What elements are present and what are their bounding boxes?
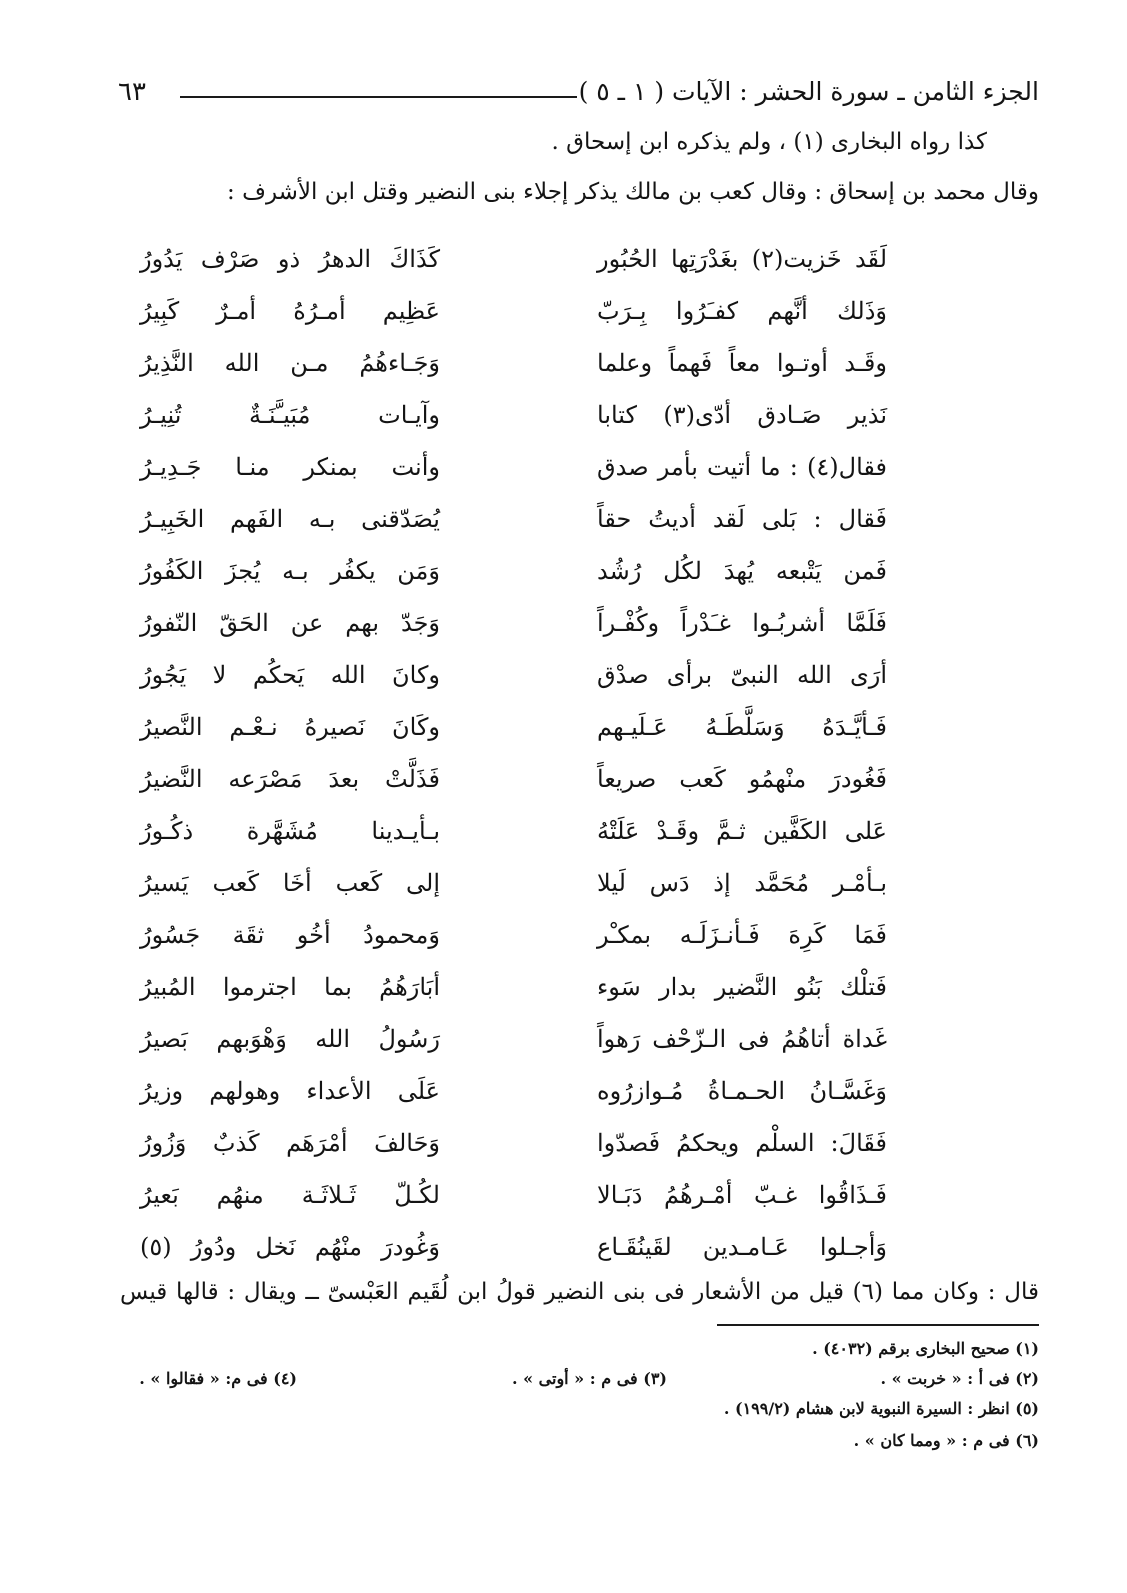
verse-second-hemistich: وَحَالفَ أمْرَهَم كَذبٌ وَزُورُ <box>140 1129 440 1157</box>
verse-second-hemistich: وآيـات مُبَيـَّنَـةٌ تُنِيـرُ <box>140 401 440 429</box>
footnote: (١) صحيح البخارى برقم (٤٠٣٢) . <box>812 1339 1039 1358</box>
footnote-rule <box>717 1324 1039 1326</box>
verse-first-hemistich: لَقَد خَزيت(٢) بغَدْرَتِها الحُبُور <box>597 245 888 273</box>
verse-second-hemistich: وكَانَ نَصيرهُ نـعْـم النَّصيرُ <box>140 713 440 741</box>
poem-verse <box>140 858 887 908</box>
verse-second-hemistich: لكُـلّ ثَـلاثَـة منهُم بَعيرُ <box>140 1181 440 1209</box>
poem-verse <box>140 1118 887 1168</box>
verse-first-hemistich: فَتلْك بَنُو النَّضير بدار سَوء <box>597 973 887 1001</box>
verse-second-hemistich: وَجَـاءهُمُ مـن الله النَّذِيرُ <box>140 349 440 377</box>
header-rule <box>180 96 577 98</box>
poem-verse <box>140 546 887 596</box>
verse-first-hemistich: نَذير صَـادق أدّى(٣) كتابا <box>597 401 887 429</box>
verse-second-hemistich: رَسُولُ الله وَهْوَبهم بَصيرُ <box>140 1025 440 1053</box>
verse-first-hemistich: أرَى الله النبىّ برأى صدْق <box>597 661 887 689</box>
poem-verse <box>140 910 887 960</box>
verse-first-hemistich: فَقال : بَلى لَقد أديتُ حقاً <box>597 505 887 533</box>
footnote: (٤) فى م: « فقالوا » . <box>139 1369 297 1388</box>
footnote: (٥) انظر : السيرة النبوية لابن هشام (١٩٩/٢) . <box>723 1399 1039 1418</box>
verse-second-hemistich: وَمحمودُ أخُو ثقَة جَسُورُ <box>140 921 440 949</box>
poem-verse <box>140 338 887 388</box>
verse-second-hemistich: وَغُودرَ منْهُم نَخل ودُورُ (٥) <box>140 1233 440 1261</box>
verse-first-hemistich: فَمن يَتْبعه يُهدَ لكُل رُشُد <box>597 557 887 585</box>
verse-first-hemistich: فَـذَاقُوا غـبّ أمْـرهُمُ دَبَـالا <box>597 1181 887 1209</box>
verse-first-hemistich: وقَـد أوتـوا معاً فَهماً وعلما <box>597 349 887 377</box>
closing-paragraph: قال : وكان مما (٦) قيل من الأشعار فى بنى النضير قولُ ابن لُقَيم العَبْسىّ ــ ويقال : قالها قيس <box>120 1279 1039 1305</box>
verse-second-hemistich: كَذَاكَ الدهرُ ذو صَرْف يَدُورُ <box>140 245 440 273</box>
verse-first-hemistich: فَـأيَّـدَهُ وَسَلَّطَـهُ عَـلَيـهم <box>597 713 887 741</box>
verse-second-hemistich: بـأيـدينا مُشَهَّرة ذكُـورُ <box>140 817 440 845</box>
verse-second-hemistich: وَجَدّ بهم عن الحَقّ النّفورُ <box>140 609 440 637</box>
poem-verse <box>140 1170 887 1220</box>
verse-first-hemistich: وَغَسَّـانُ الحـمـاةُ مُـوازرُوه <box>597 1077 887 1105</box>
poem-verse <box>140 1222 887 1272</box>
header-title: الجزء الثامن ـ سورة الحشر : الآيات ( ١ ـ ٥ ) <box>578 77 1039 106</box>
poem-verse <box>140 702 887 752</box>
verse-second-hemistich: عَلَى الأعداء وهولهم وزيرُ <box>140 1077 440 1105</box>
verse-second-hemistich: إلى كَعب أخَا كَعب يَسيرُ <box>140 869 440 897</box>
verse-first-hemistich: غَداة أتاهُمُ فى الـزّحْف رَهواً <box>597 1025 887 1053</box>
poem-verse <box>140 754 887 804</box>
intro-line: كذا رواه البخارى (١) ، ولم يذكره ابن إسحاق . <box>551 129 987 155</box>
page-number: ٦٣ <box>118 77 146 107</box>
poem-verse <box>140 598 887 648</box>
poem-verse <box>140 442 887 492</box>
verse-first-hemistich: فقال(٤) : ما أتيت بأمر صدق <box>597 453 887 481</box>
verse-second-hemistich: وَمَن يكفُر بـه يُجزَ الكَفُورُ <box>140 557 440 585</box>
poem-verse <box>140 286 887 336</box>
poem-verse <box>140 1014 887 1064</box>
poem-verse <box>140 234 887 284</box>
poem-verse <box>140 806 887 856</box>
footnote: (٢) فى أ : « خربت » . <box>880 1369 1039 1388</box>
verse-first-hemistich: فَقَالَ: السلْم ويحكمُ فَصدّوا <box>597 1129 887 1157</box>
verse-second-hemistich: فَذَلَّتْ بعدَ مَصْرَعه النَّضيرُ <box>140 765 440 793</box>
verse-first-hemistich: فَلَمَّا أشربُـوا غـَدْراً وكُفْـراً <box>597 609 887 637</box>
poem-verse <box>140 650 887 700</box>
verse-first-hemistich: وَذَلك أنَّهم كفـَرُوا بِـرَبّ <box>597 297 887 325</box>
verse-first-hemistich: فَغُودرَ منْهمُو كَعب صريعاً <box>597 765 887 793</box>
verse-first-hemistich: عَلى الكَفَّين ثـمَّ وقَـدْ عَلَتْهُ <box>597 817 887 845</box>
poem-verse <box>140 390 887 440</box>
verse-second-hemistich: يُصَدّقنى بـه الفَهم الخَبِيـرُ <box>140 505 440 533</box>
poem <box>140 234 887 1270</box>
verse-second-hemistich: وأنت بمنكر منـا جَـدِيـرُ <box>140 453 440 481</box>
running-header <box>118 70 1039 114</box>
verse-first-hemistich: بـأمْـر مُحَمَّد إذ دَس لَيلا <box>597 869 887 897</box>
verse-second-hemistich: عَظِيم أمـرُهُ أمـرٌ كَبِيرُ <box>140 297 440 325</box>
intro-line: وقال محمد بن إسحاق : وقال كعب بن مالك يذكر إجلاء بنى النضير وقتل ابن الأشرف : <box>227 179 1039 205</box>
verse-first-hemistich: فَمَا كَرِهَ فَـأنـزَلَـه بمكـْر <box>597 921 887 949</box>
poem-verse <box>140 1066 887 1116</box>
footnote: (٣) فى م : « أوتى » . <box>511 1369 667 1388</box>
poem-verse <box>140 962 887 1012</box>
verse-second-hemistich: أبَارَهُمُ بما اجترموا المُبيرُ <box>140 973 440 1001</box>
verse-first-hemistich: وَأجـلوا عَـامـدين لقَينُقَـاع <box>597 1233 887 1261</box>
poem-verse <box>140 494 887 544</box>
verse-second-hemistich: وكانَ الله يَحكُم لا يَجُورُ <box>140 661 440 689</box>
footnote: (٦) فى م : « ومما كان » . <box>853 1431 1039 1450</box>
